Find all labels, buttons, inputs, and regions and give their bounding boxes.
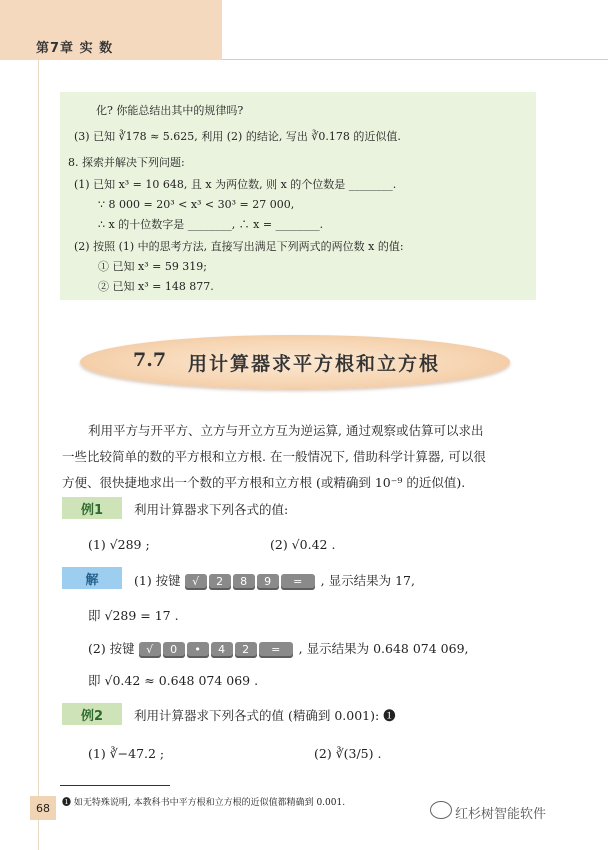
step-result: 即 √289 = 17 . — [88, 608, 179, 623]
key-9: 9 — [257, 574, 279, 590]
key-2: 2 — [209, 574, 231, 590]
example-item: (1) ∛−47.2 ; — [88, 746, 165, 761]
equals-key-icon: = — [281, 574, 315, 590]
exercise-box — [60, 92, 536, 300]
key-sequence-2 — [88, 639, 469, 658]
intro-line: 方便、很快捷地求出一个数的平方根和立方根 (或精确到 10⁻⁹ 的近似值). — [62, 475, 466, 490]
equals-key-icon: = — [259, 642, 293, 658]
step-prefix: (2) 按键 — [88, 641, 135, 656]
solution-label: 解 — [62, 567, 122, 589]
example-text: 利用计算器求下列各式的值 (精确到 0.001): ❶ — [134, 708, 396, 723]
key-8: 8 — [233, 574, 255, 590]
exercise-line: ② 已知 x³ = 148 877. — [98, 280, 214, 293]
step-result: 即 √0.42 ≈ 0.648 074 069 . — [88, 673, 259, 688]
exercise-line: 8. 探索并解决下列问题: — [68, 156, 185, 169]
section-number: 7.7 — [133, 349, 167, 371]
footnote-rule — [60, 785, 170, 786]
step-suffix: , 显示结果为 0.648 074 069, — [298, 641, 469, 656]
chapter-title: 第7章 实 数 — [36, 41, 114, 56]
example-item: (2) √0.42 . — [270, 537, 336, 552]
example-label: 例2 — [62, 703, 122, 725]
section-title: 用计算器求平方根和立方根 — [188, 353, 441, 375]
footnote: ❶ 如无特殊说明, 本教科书中平方根和立方根的近似值都精确到 0.001. — [62, 798, 346, 808]
exercise-line: (1) 已知 x³ = 10 648, 且 x 为两位数, 则 x 的个位数是 ________. — [74, 178, 397, 191]
key-4: 4 — [211, 642, 233, 658]
intro-line: 利用平方与开平方、立方与开立方互为逆运算, 通过观察或估算可以求出 — [88, 423, 484, 438]
decimal-key-icon: • — [187, 642, 209, 658]
example-item: (2) ∛(3/5) . — [314, 746, 382, 761]
header-rule — [222, 59, 608, 60]
sqrt-key-icon: √ — [139, 642, 161, 658]
exercise-line: 化? 你能总结出其中的规律吗? — [96, 104, 244, 117]
margin-rule — [38, 60, 39, 850]
key-0: 0 — [163, 642, 185, 658]
exercise-line: ① 已知 x³ = 59 319; — [98, 260, 208, 273]
example-label: 例1 — [62, 497, 122, 519]
wechat-icon — [430, 801, 452, 819]
exercise-line: (2) 按照 (1) 中的思考方法, 直接写出满足下列两式的两位数 x 的值: — [74, 240, 404, 253]
example-text: 利用计算器求下列各式的值: — [134, 502, 289, 517]
exercise-line: ∵ 8 000 = 20³ < x³ < 30³ = 27 000, — [98, 198, 295, 211]
exercise-line: ∴ x 的十位数字是 ________, ∴ x = ________. — [98, 218, 324, 231]
intro-line: 一些比较简单的数的平方根和立方根. 在一般情况下, 借助科学计算器, 可以很 — [62, 449, 486, 464]
step-prefix: (1) 按键 — [134, 573, 181, 588]
exercise-line: (3) 已知 ∛178 ≈ 5.625, 利用 (2) 的结论, 写出 ∛0.178 的近似值. — [74, 130, 401, 143]
watermark: 红杉树智能软件 — [455, 807, 547, 822]
page-number: 68 — [30, 796, 56, 820]
step-suffix: , 显示结果为 17, — [320, 573, 415, 588]
key-sequence-1 — [134, 571, 415, 590]
example-item: (1) √289 ; — [88, 537, 150, 552]
key-2: 2 — [235, 642, 257, 658]
sqrt-key-icon: √ — [185, 574, 207, 590]
